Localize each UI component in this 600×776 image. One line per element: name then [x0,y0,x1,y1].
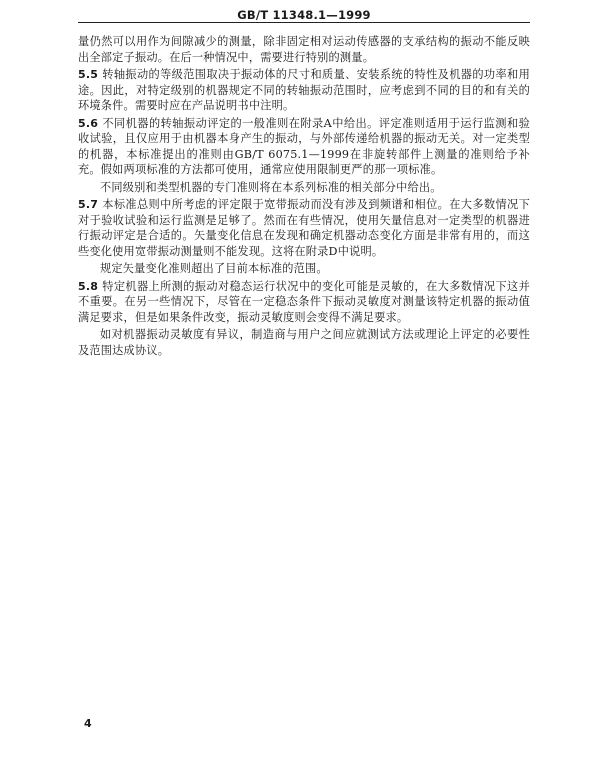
running-header [78,4,530,23]
clause-5-8 [78,279,530,326]
clause-number: 5.5 [78,68,99,81]
clause-5-7 [78,197,530,259]
page-number: 4 [84,717,92,730]
clause-5-6-note [78,180,530,196]
standard-code: GB/T 11348.1—1999 [237,8,371,22]
paragraph-text: 本标准总则中所考虑的评定限于宽带振动而没有涉及到频谱和相位。在大多数情况下对于验收试验和运行监测是足够了。然而在有些情况，使用矢量信息对一定类型的机器进行振动评定是合适的。矢量变化信息在发现和确定机器动态变化方面是非常有用的，而这些变化使用宽带振动测量则不能发现。这将在附录D中说明。 [78,198,530,258]
paragraph-text: 转轴振动的等级范围取决于振动体的尺寸和质量、安装系统的特性及机器的功率和用途。因此，对特定级别的机器规定不同的转轴振动范围时，应考虑到不同的目的和有关的环境条件。需要时应在产品说明书中注明。 [78,68,530,112]
clause-number: 5.8 [78,279,99,293]
clause-5-6 [78,116,530,178]
clause-number: 5.6 [78,116,99,130]
paragraph-text: 量仍然可以用作为间隙减少的测量，除非固定相对运动传感器的支承结构的振动不能反映出全部定子振动。在后一种情况中，需要进行特别的测量。 [78,35,530,64]
paragraph-text: 不同机器的转轴振动评定的一般准则在附录A中给出。评定准则适用于运行监测和验收试验，且仅应用于由机器本身产生的振动，与外部传递给机器的振动无关。对一定类型的机器，本标准提出的准则由GB/T 6075.1—1999在非旋转部件上测量的准则给予补充。假如两项标准的方法都可使用，通常应使用限制更严的那一项标准。 [78,116,530,176]
body-text [78,34,530,360]
paragraph-text: 如对机器振动灵敏度有异议，制造商与用户之间应就测试方法或理论上评定的必要性及范围达成协议。 [78,328,530,357]
paragraph-continuation [78,34,530,65]
clause-5-7-note [78,261,530,277]
header-rule [78,22,530,23]
clause-5-5 [78,67,530,114]
paragraph-text: 特定机器上所测的振动对稳态运行状况中的变化可能是灵敏的，在大多数情况下这并不重要。在另一些情况下，尽管在一定稳态条件下振动灵敏度对测量该特定机器的振动值满足要求，但是如果条件改变，振动灵敏度则会变得不满足要求。 [78,279,530,324]
clause-5-8-note [78,327,530,358]
paragraph-text: 规定矢量变化准则超出了目前本标准的范围。 [100,262,328,275]
clause-number: 5.7 [78,198,99,211]
paragraph-text: 不同级别和类型机器的专门准则将在本系列标准的相关部分中给出。 [100,180,442,194]
